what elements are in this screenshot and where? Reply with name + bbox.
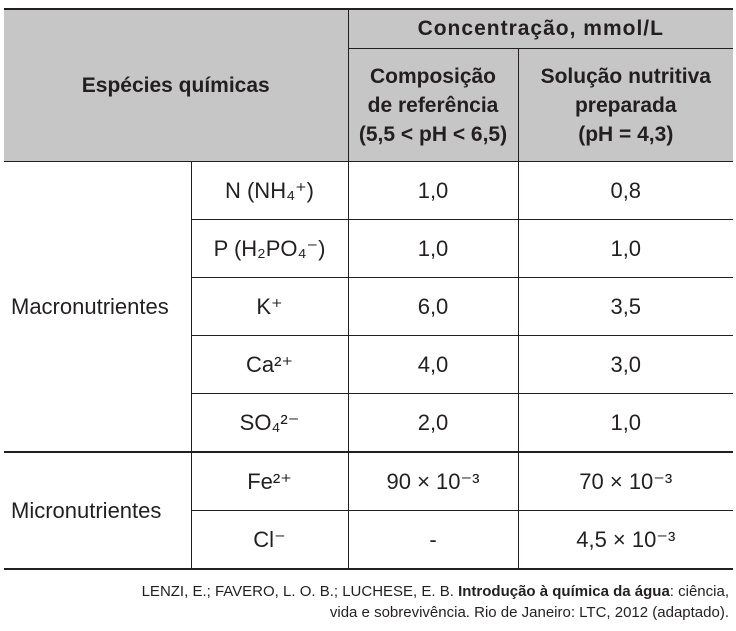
- header-species: Espécies químicas: [4, 9, 348, 162]
- reference-value: 1,0: [348, 220, 518, 278]
- citation-line-1: [0, 581, 729, 602]
- ion-cell: N (NH₄⁺): [191, 162, 348, 220]
- reference-value: 1,0: [348, 162, 518, 220]
- prepared-value: 3,0: [518, 336, 733, 394]
- citation-line-2: vida e sobrevivência. Rio de Janeiro: LTC, 2012 (adaptado).: [329, 604, 729, 621]
- header-prepared-line3: (pH = 4,3): [578, 122, 674, 146]
- ion-cell: P (H₂PO₄⁻): [191, 220, 348, 278]
- prepared-value: 70 × 10⁻³: [518, 452, 733, 511]
- reference-value: 4,0: [348, 336, 518, 394]
- ion-cell: SO₄²⁻: [191, 394, 348, 453]
- source-citation: [0, 581, 729, 623]
- prepared-value: 1,0: [518, 220, 733, 278]
- prepared-value: 1,0: [518, 394, 733, 453]
- citation-subtitle: : ciência,: [669, 583, 729, 600]
- header-prepared-line1: Solução nutritiva: [540, 64, 711, 88]
- header-reference-line2: de referência: [367, 93, 499, 117]
- header-reference-line1: Composição: [369, 64, 497, 88]
- header-reference-line3: (5,5 < pH < 6,5): [358, 122, 508, 146]
- table-row: [4, 162, 733, 220]
- reference-value: -: [348, 511, 518, 570]
- reference-value: 90 × 10⁻³: [348, 452, 518, 511]
- reference-value: 6,0: [348, 278, 518, 336]
- group-micronutrients: Micronutrientes: [4, 452, 191, 569]
- header-prepared: [518, 49, 733, 162]
- prepared-value: 0,8: [518, 162, 733, 220]
- table-row: [4, 452, 733, 511]
- prepared-value: 4,5 × 10⁻³: [518, 511, 733, 570]
- reference-value: 2,0: [348, 394, 518, 453]
- header-reference: [348, 49, 518, 162]
- nutrient-table: [4, 8, 733, 570]
- prepared-value: 3,5: [518, 278, 733, 336]
- group-macronutrients: Macronutrientes: [4, 162, 191, 453]
- header-prepared-line2: preparada: [574, 93, 677, 117]
- citation-authors: LENZI, E.; FAVERO, L. O. B.; LUCHESE, E. B.: [141, 583, 454, 600]
- ion-cell: Ca²⁺: [191, 336, 348, 394]
- ion-cell: Fe²⁺: [191, 452, 348, 511]
- citation-title: Introdução à química da água: [458, 583, 670, 600]
- header-concentration: Concentração, mmol/L: [348, 9, 733, 49]
- ion-cell: K⁺: [191, 278, 348, 336]
- ion-cell: Cl⁻: [191, 511, 348, 570]
